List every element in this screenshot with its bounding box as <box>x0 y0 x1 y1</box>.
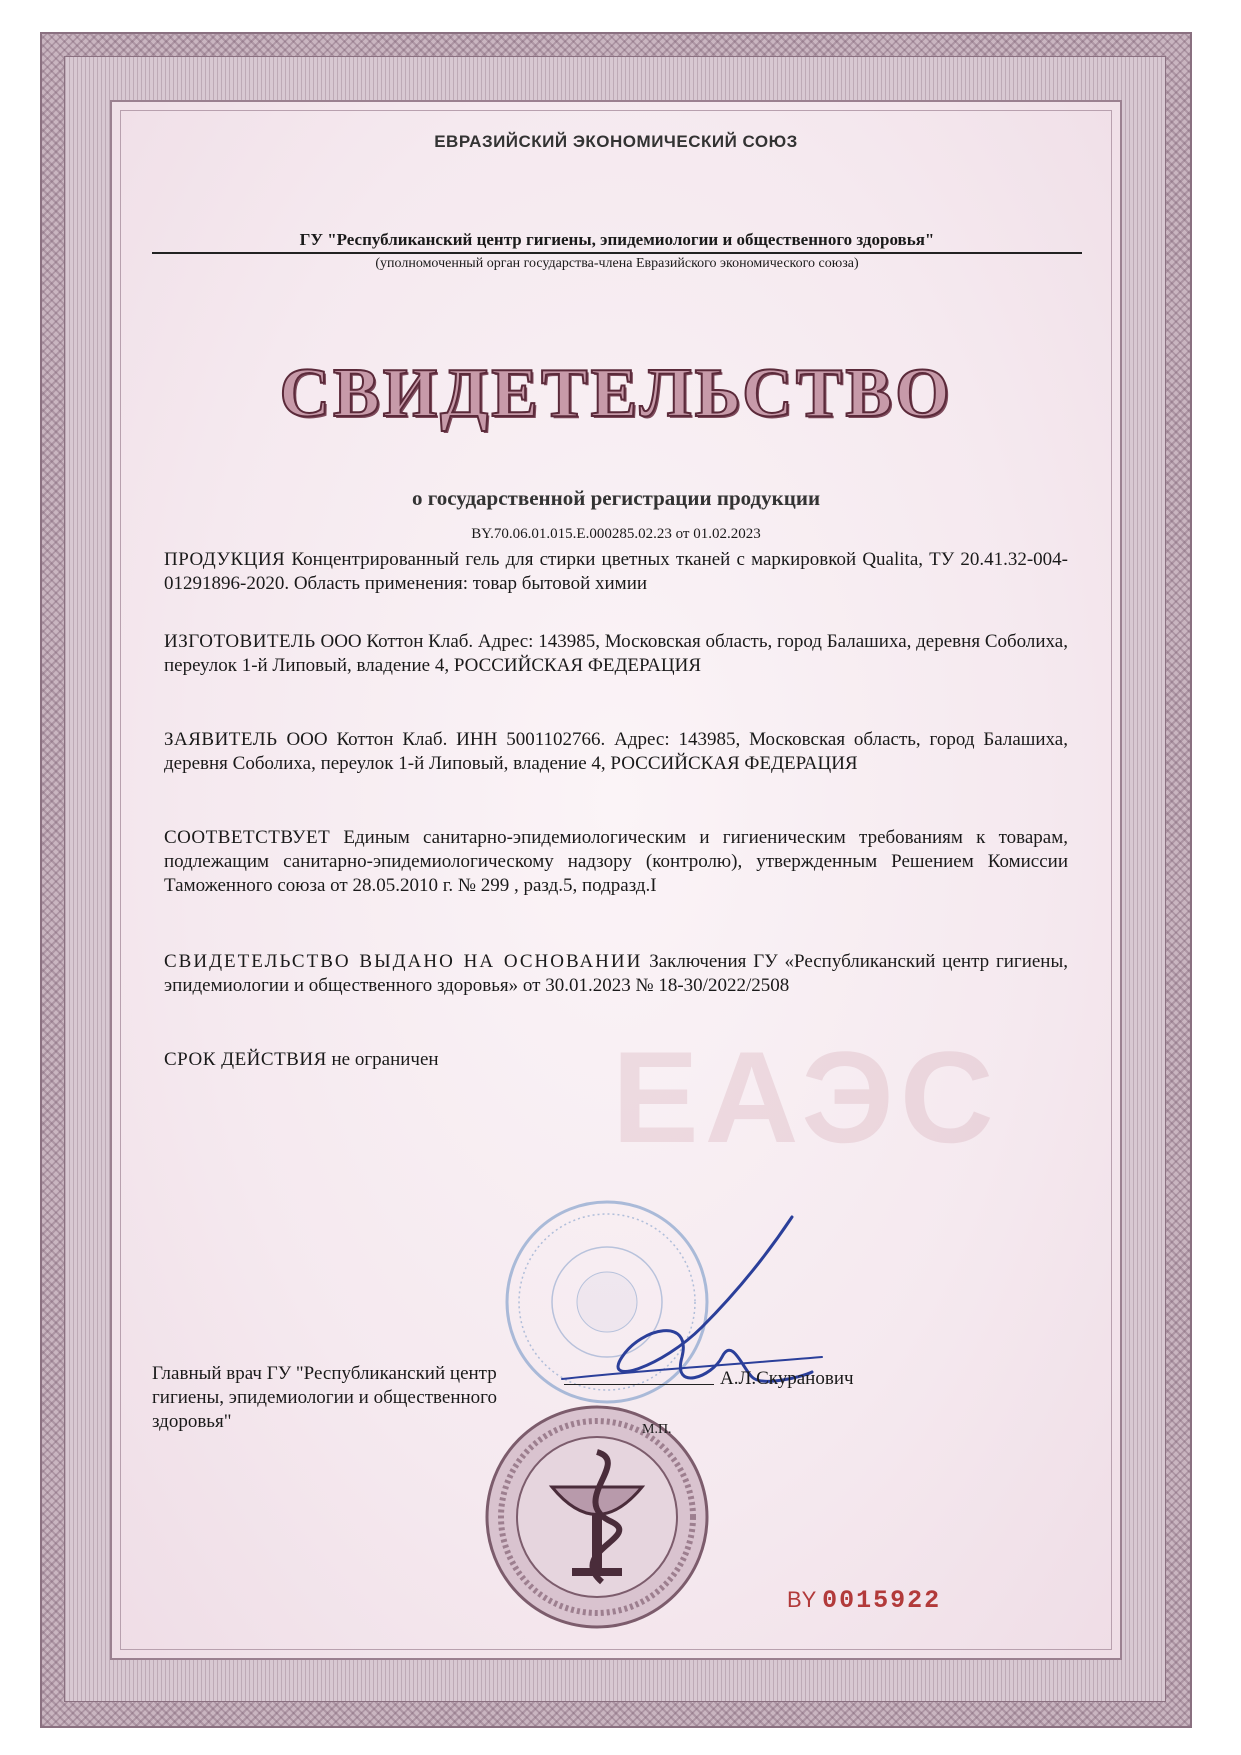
issuing-organization: ГУ "Республиканский центр гигиены, эпидемиологии и общественного здоровья" <box>299 230 935 249</box>
validity-label: СРОК ДЕЙСТВИЯ <box>164 1049 327 1070</box>
eaeu-watermark: ЕАЭС <box>612 1024 1000 1170</box>
applicant-text: ООО Коттон Клаб. ИНН 5001102766. Адрес: 143985, Московская область, город Балашиха, деревня Соболиха, переулок 1-й Липовый, владение 4, РОССИЙСКАЯ ФЕДЕРАЦИЯ <box>164 729 1068 774</box>
seal-place-mark: М.П. <box>642 1422 672 1437</box>
organization-underline <box>152 252 1082 254</box>
manufacturer-section <box>164 630 1068 678</box>
conformity-section <box>164 826 1068 898</box>
serial-digits: 0015922 <box>822 1586 942 1615</box>
validity-section <box>164 1048 1068 1072</box>
conformity-text: Единым санитарно-эпидемиологическим и гигиеническим требованиям к товарам, подлежащим санитарно-эпидемиологическому надзору (контролю), утвержденным Решением Комиссии Таможенного союза от 28.05.2010 г. № 299 , разд.5, подразд.I <box>164 827 1069 896</box>
serial-prefix: BY <box>787 1587 816 1612</box>
manufacturer-text: ООО Коттон Клаб. Адрес: 143985, Московская область, город Балашиха, деревня Соболиха, переулок 1-й Липовый, владение 4, РОССИЙСКАЯ ФЕДЕРАЦИЯ <box>164 631 1068 676</box>
serial-number <box>787 1586 941 1615</box>
signatory-name: А.Л.Скуранович <box>720 1368 854 1389</box>
basis-section <box>164 950 1068 998</box>
validity-text: не ограничен <box>331 1049 439 1070</box>
conformity-label: СООТВЕТСТВУЕТ <box>164 827 331 848</box>
manufacturer-label: ИЗГОТОВИТЕЛЬ <box>164 631 316 652</box>
product-label: ПРОДУКЦИЯ <box>164 549 286 570</box>
certificate-subtitle: о государственной регистрации продукции <box>411 486 821 510</box>
basis-label: СВИДЕТЕЛЬСТВО ВЫДАНО НА ОСНОВАНИИ <box>164 951 643 972</box>
union-header: ЕВРАЗИЙСКИЙ ЭКОНОМИЧЕСКИЙ СОЮЗ <box>434 132 798 151</box>
organization-note: (уполномоченный орган государства-члена Евразийского экономического союза) <box>375 256 859 271</box>
product-text: Концентрированный гель для стирки цветных тканей с маркировкой Qualita, ТУ 20.41.32-004-01291896-2020. Область применения: товар бытовой химии <box>164 549 1069 594</box>
applicant-label: ЗАЯВИТЕЛЬ <box>164 729 278 750</box>
registration-number: BY.70.06.01.015.E.000285.02.23 от 01.02.2023 <box>471 526 761 542</box>
certificate-paper <box>110 100 1122 1660</box>
product-section <box>164 548 1068 596</box>
signature-line <box>564 1384 714 1385</box>
basis-text: Заключения ГУ «Республиканский центр гигиены, эпидемиологии и общественного здоровья» от 30.01.2023 № 18-30/2022/2508 <box>164 951 1068 996</box>
certificate-title: СВИДЕТЕЛЬСТВО <box>279 355 953 432</box>
applicant-section <box>164 728 1068 776</box>
signatory-role: Главный врач ГУ "Республиканский центр гигиены, эпидемиологии и общественного здоровья" <box>152 1363 497 1432</box>
